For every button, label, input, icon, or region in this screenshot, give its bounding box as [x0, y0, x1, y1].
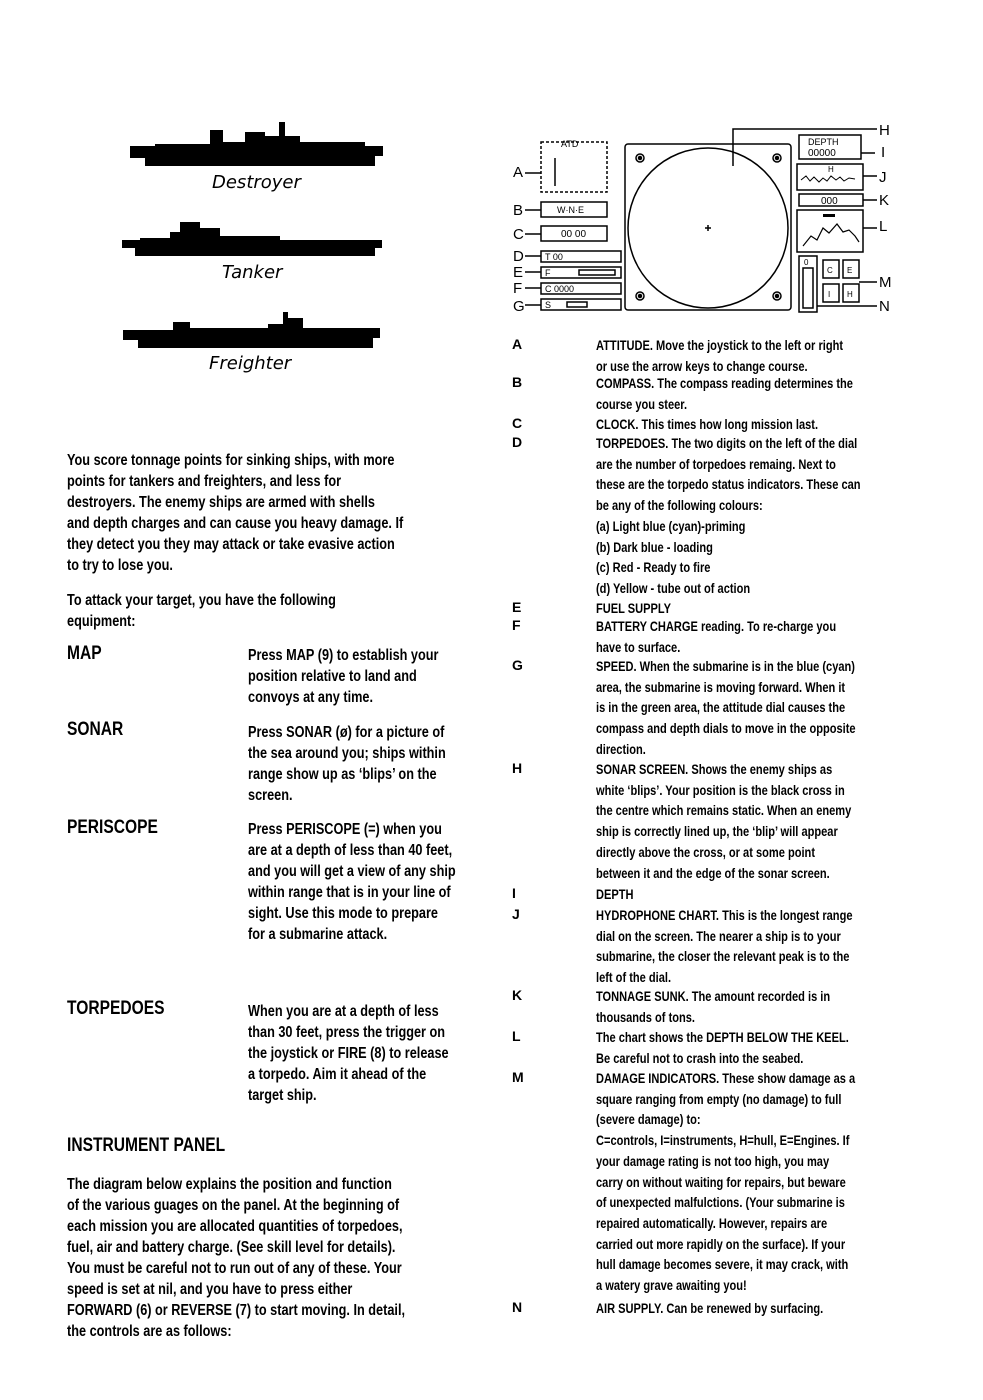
legend-line: HYDROPHONE CHART. This is the longest range [596, 908, 853, 923]
legend-line: left of the dial. [596, 970, 672, 986]
damage-c-label: C [827, 266, 833, 275]
legend-line: (d) Yellow - tube out of action [596, 580, 751, 596]
diagram-label-f: F [513, 280, 523, 297]
legend-line: your damage rating is not too high, you may [596, 1153, 830, 1169]
diagram-label-j: J [879, 169, 887, 186]
diagram-label-l: L [879, 218, 888, 235]
legend-line: dial on the screen. The nearer a ship is to your [596, 928, 841, 944]
tonnage-readout: 000 [821, 196, 838, 207]
legend-line: carried out more rapidly on the surface). If your [596, 1236, 846, 1252]
legend-key: J [512, 906, 520, 922]
legend-key: A [512, 336, 523, 352]
equipment-name-map: MAP [67, 643, 102, 664]
intro-line: destroyers. The enemy ships are armed with shells [67, 494, 375, 511]
depth-value: 00000 [808, 148, 836, 159]
legend-line: these are the torpedo status indicators. These can [596, 477, 861, 493]
ship-label-tanker: Tanker [222, 262, 283, 283]
instrument-line: the controls are as follows: [67, 1323, 232, 1340]
damage-h-label: H [847, 290, 853, 299]
instrument-panel-diagram [505, 118, 900, 318]
intro-line: they detect you they may attack or take evasive action [67, 536, 395, 553]
intro-line: points for tankers and freighters, and less for [67, 473, 342, 490]
equipment-desc-map: Press MAP (9) to establish your position relative to land and convoys at any time. [248, 647, 439, 706]
legend-key: G [512, 657, 523, 673]
intro-line: to try to lose you. [67, 557, 173, 574]
legend-line: white ‘blips’. Your position is the black cross in [596, 782, 845, 798]
ship-label-destroyer: Destroyer [212, 172, 301, 193]
instrument-line: speed is set at nil, and you have to press either [67, 1281, 353, 1298]
battery-readout: C 0000 [545, 284, 575, 294]
diagram-label-a: A [513, 164, 524, 181]
diagram-label-g: G [513, 298, 525, 315]
legend-line: BATTERY CHARGE reading. To re-charge you [596, 619, 837, 634]
freighter-silhouette [118, 308, 393, 353]
legend-line: ship is correctly lined up, the ‘blip’ will appear [596, 824, 838, 840]
instrument-panel-heading: INSTRUMENT PANEL [67, 1135, 226, 1156]
legend-line: COMPASS. The compass reading determines the [596, 376, 853, 391]
legend-key: H [512, 760, 523, 776]
atd-label: ATD [561, 139, 579, 149]
legend-line: AIR SUPPLY. Can be renewed by surfacing. [596, 1301, 824, 1316]
diagram-right-labels [879, 122, 892, 315]
legend-line: the centre which remains static. When an enemy [596, 803, 852, 819]
legend-line: (a) Light blue (cyan)-priming [596, 518, 746, 534]
legend-line: (c) Red - Ready to fire [596, 560, 711, 576]
legend-line: repaired automatically. However, repairs are [596, 1215, 828, 1231]
intro-line: You score tonnage points for sinking ships, with more [67, 452, 395, 469]
legend-line: of unexpected malfulctions. (Your submarine is [596, 1195, 845, 1211]
legend-line: thousands of tons. [596, 1009, 696, 1025]
instrument-line: fuel, air and battery charge. (See skill level for details). [67, 1239, 396, 1256]
instrument-line: of the various guages on the panel. At the beginning of [67, 1197, 400, 1214]
diagram-label-b: B [513, 202, 524, 219]
legend-line: hull damage becomes severe, it may crack, with [596, 1257, 849, 1273]
legend-line: Be careful not to crash into the seabed. [596, 1050, 804, 1066]
legend-line: TONNAGE SUNK. The amount recorded is in [596, 989, 831, 1004]
legend-line: DEPTH [596, 887, 634, 902]
damage-i-label: I [828, 290, 831, 299]
legend-line: DAMAGE INDICATORS. These show damage as a [596, 1071, 856, 1086]
ship-label-freighter: Freighter [209, 353, 292, 374]
legend-key: E [512, 599, 522, 615]
legend-line: TORPEDOES. The two digits on the left of the dial [596, 436, 858, 451]
equipment-name-periscope: PERISCOPE [67, 817, 158, 838]
legend-key: C [512, 415, 523, 431]
legend-line: have to surface. [596, 639, 681, 655]
legend-line: compass and depth dials to move in the opposite [596, 721, 856, 737]
legend-line: FUEL SUPPLY [596, 601, 672, 616]
destroyer-silhouette [125, 118, 390, 170]
instrument-line: The diagram below explains the position and function [67, 1176, 392, 1193]
attack-intro [67, 590, 547, 632]
hydrophone-label: H [828, 165, 834, 174]
legend-line: are the number of torpedoes remaing. Next to [596, 456, 836, 472]
fuel-readout: F [545, 268, 551, 278]
legend-key: F [512, 617, 521, 633]
diagram-label-h: H [879, 122, 890, 139]
compass-readout: W·N·E [557, 205, 584, 215]
legend-key: K [512, 987, 523, 1003]
diagram-label-i: I [881, 144, 886, 161]
diagram-label-c: C [513, 226, 524, 243]
legend-line: (severe damage) to: [596, 1112, 701, 1128]
diagram-label-e: E [513, 264, 524, 281]
instrument-paragraph [67, 1174, 547, 1342]
legend-line: The chart shows the DEPTH BELOW THE KEEL. [596, 1030, 849, 1045]
equipment-desc-torpedoes: When you are at a depth of less than 30 feet, press the trigger on the joystick or FIRE (8) to release a torpedo. Aim it ahead of the target ship. [248, 1003, 449, 1104]
legend-key: I [512, 885, 516, 901]
legend-line: is in the green area, the attitude dial causes the [596, 700, 846, 716]
diagram-label-n: N [879, 298, 890, 315]
legend-line: square ranging from empty (no damage) to full [596, 1091, 842, 1107]
attack-intro-line: equipment: [67, 613, 136, 630]
legend-line: SPEED. When the submarine is in the blue (cyan) [596, 659, 855, 674]
diagram-label-k: K [879, 192, 890, 209]
intro-paragraph [67, 450, 547, 576]
attack-intro-line: To attack your target, you have the following [67, 592, 336, 609]
equipment-name-torpedoes: TORPEDOES [67, 998, 165, 1019]
legend-line: course you steer. [596, 396, 688, 412]
legend-line: (b) Dark blue - loading [596, 539, 713, 555]
tanker-silhouette [120, 218, 390, 263]
instrument-line: FORWARD (6) or REVERSE (7) to start moving. In detail, [67, 1302, 406, 1319]
legend-key: N [512, 1299, 523, 1315]
legend-key: D [512, 434, 523, 450]
diagram-left-labels [513, 164, 525, 315]
instrument-line: You must be careful not to run out of any of these. Your [67, 1260, 402, 1277]
equipment-name-sonar: SONAR [67, 719, 124, 740]
depth-label: DEPTH [808, 137, 839, 147]
legend-line: carry on without waiting for repairs, but beware [596, 1174, 846, 1190]
equipment-desc-sonar: Press SONAR (ø) for a picture of the sea around you; ships within range show up as ‘blips’ on the screen. [248, 724, 446, 804]
speed-gauge [541, 299, 621, 310]
fuel-gauge [541, 267, 621, 278]
legend-line: or use the arrow keys to change course. [596, 358, 808, 374]
legend-line: CLOCK. This times how long mission last. [596, 417, 819, 432]
legend-line: area, the submarine is moving forward. When it [596, 679, 846, 695]
diagram-label-m: M [879, 274, 892, 291]
diagram-label-d: D [513, 248, 524, 265]
torpedo-readout: T 00 [545, 252, 563, 262]
legend-line: directly above the cross, or at some point [596, 844, 816, 860]
legend-line: direction. [596, 741, 646, 757]
legend-key: B [512, 374, 523, 390]
legend-line: a watery grave awaiting you! [596, 1278, 747, 1294]
legend-line: SONAR SCREEN. Shows the enemy ships as [596, 762, 833, 777]
damage-indicator-i [823, 284, 839, 302]
damage-e-label: E [847, 266, 853, 275]
clock-readout: 00 00 [561, 229, 587, 240]
legend-line: between it and the edge of the sonar screen. [596, 865, 830, 881]
instrument-line: each mission you are allocated quantities of torpedoes, [67, 1218, 403, 1235]
legend-line: ATTITUDE. Move the joystick to the left or right [596, 338, 844, 353]
legend-line: submarine, the closer the relevant peak is to the [596, 949, 850, 965]
attitude-dial [541, 142, 607, 192]
air-readout: 0 [804, 258, 809, 267]
speed-readout: S [545, 300, 552, 310]
intro-line: and depth charges and can cause you heavy damage. If [67, 515, 404, 532]
equipment-desc-periscope: Press PERISCOPE (=) when you are at a depth of less than 40 feet, and you will get a view of any ship within range that is in your line of sight. Use this mode to prepare for a submarine attack. [248, 821, 456, 943]
legend-key: M [512, 1069, 524, 1085]
legend-line: C=controls, I=instruments, H=hull, E=Engines. If [596, 1133, 850, 1149]
legend-key: L [512, 1028, 521, 1044]
legend-line: be any of the following colours: [596, 498, 763, 514]
